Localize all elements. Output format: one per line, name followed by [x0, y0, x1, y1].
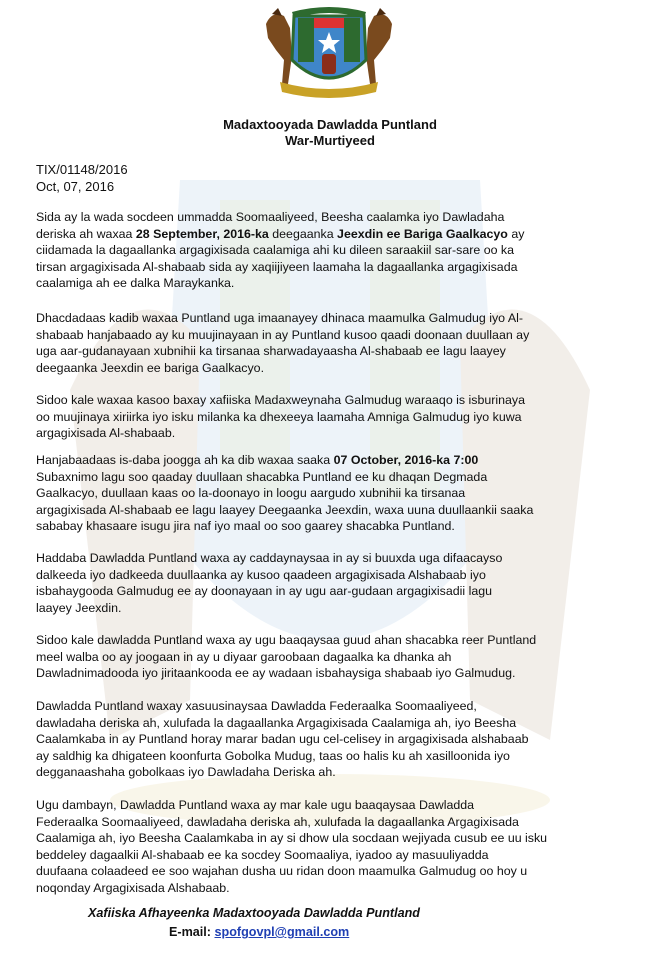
paragraph-line — [36, 226, 636, 243]
paragraph-line — [36, 649, 636, 666]
text-run: Dhacdadaas kadib waxaa Puntland uga imaanayey dhinaca maamulka Galmudug iyo Al- — [36, 311, 523, 325]
paragraph-line — [36, 259, 636, 276]
paragraph-line — [36, 452, 636, 469]
paragraph-line — [36, 731, 636, 748]
paragraph — [36, 392, 636, 442]
paragraph-line — [36, 632, 636, 649]
text-run: Subaxnimo lagu soo qaaday duullaan shacabka Puntland ee ku dhaqan Degmada — [36, 469, 488, 484]
email-link[interactable]: spofgovpl@gmail.com — [214, 925, 350, 939]
text-run: deegaanka Jeexdin ee bariga Gaalkacyo. — [36, 360, 265, 375]
text-run: uga aar-gudanayaan xubnihii ka tirsanaa sharwadayaasha Al-shabaab ee lagu laayey — [36, 344, 506, 358]
paragraph-line — [36, 502, 636, 519]
paragraph-line — [36, 209, 636, 226]
puntland-emblem — [258, 4, 400, 100]
paragraph-line — [36, 715, 636, 732]
paragraph-line — [36, 698, 636, 715]
paragraph-line — [36, 425, 636, 442]
bold-text: 07 October, 2016-ka 7:00 — [333, 453, 479, 467]
paragraph-line — [36, 469, 636, 486]
paragraph — [36, 550, 636, 616]
text-run: tirsan argagixisada Al-shabaab sida ay xaqiijiyeen laamaha la dagaallanka argagixisada — [36, 259, 518, 274]
reference-number: TIX/01148/2016 — [36, 162, 128, 177]
paragraph-line — [36, 814, 636, 831]
email-label: E-mail: — [169, 925, 215, 939]
paragraph — [36, 310, 636, 376]
office-title: Madaxtooyada Dawladda Puntland — [223, 117, 437, 132]
text-run: Sida ay la wada socdeen ummadda Soomaaliyeed, Beesha caalamka iyo Dawladaha — [36, 210, 505, 224]
text-run: Ugu dambayn, Dawladda Puntland waxa ay mar kale ugu baaqaysaa Dawladda — [36, 798, 475, 812]
document-date: Oct, 07, 2016 — [36, 179, 115, 194]
text-run: deriska ah waxaa — [36, 226, 136, 241]
paragraph-line — [36, 583, 636, 600]
paragraph-line — [36, 830, 636, 847]
text-run: Haddaba Dawladda Puntland waxa ay caddaynaysaa in ay si buuxda uga difaacayso — [36, 551, 503, 565]
text-run: Dawladda Puntland waxay xasuusinaysaa Dawladda Federaalka Soomaaliyeed, — [36, 699, 477, 713]
text-run: beddeley dagaalkii Al-shabaab ee ka socdey Soomaaliya, iyadoo ay masuuliyadda — [36, 847, 489, 862]
text-run: Caalamkaba in ay Puntland horay marar badan ugu cel-celisey in argagixisada alshabaab — [36, 732, 529, 746]
paragraph-line — [36, 764, 636, 781]
text-run: ay saldhig ka dhigateen koonfurta Gobolka Mudug, taas oo halis ku ah xasilloonida iyo — [36, 748, 510, 763]
text-run: Hanjabaadaas is-daba joogga ah ka dib waxaa saaka — [36, 453, 334, 467]
paragraph — [36, 209, 636, 292]
text-run: Sidoo kale dawladda Puntland waxa ay ugu baaqaysaa guud ahan shacabka reer Puntland — [36, 633, 537, 647]
text-run: deegaanka — [268, 226, 338, 241]
text-run: laayey Jeexdin. — [36, 600, 122, 615]
text-run: Federaalka Soomaaliyeed, dawladaha deriska ah, xulufada la dagaallanka Argagixisada — [36, 814, 519, 829]
paragraph-line — [36, 485, 636, 502]
paragraph-line — [36, 310, 636, 327]
paragraph-line — [36, 518, 636, 535]
bold-text: 28 September, 2016-ka — [135, 226, 269, 241]
paragraph-line — [36, 242, 636, 259]
text-run: oo muujinaya xiriirka iyo isku milanka ka dhexeeya laamaha Amniga Galmudug iyo kuwa — [36, 409, 522, 424]
text-run: ciidamada la dagaallanka argagixisada caalamiga ahi ku dileen saraakiil sar-sare oo ka — [36, 243, 515, 257]
text-run: dawladaha deriska ah, xulufada la dagaallanka Argagixisada Caalamiga ah, iyo Beesha — [36, 715, 517, 730]
text-run: duufaana colaadeed ee soo wajahan dusha uu ridan doon maamulka Galmudug oo hoy u — [36, 864, 528, 878]
paragraph-line — [36, 409, 636, 426]
paragraph-line — [36, 880, 636, 897]
text-run: sababay khasaare isugu jira naf iyo maal oo soo gaarey shacabka Puntland. — [36, 519, 455, 533]
paragraph-line — [36, 567, 636, 584]
paragraph-line — [36, 327, 636, 344]
paragraph-line — [36, 360, 636, 377]
paragraph-line — [36, 797, 636, 814]
paragraph-line — [36, 665, 636, 682]
text-run: Dawladnimadooda iyo jiritaankooda ee ay wadaan isbahaysiga shabaab iyo Galmudug. — [36, 666, 516, 680]
issuing-office: Xafiiska Afhayeenka Madaxtooyada Dawladda Puntland — [88, 906, 420, 920]
text-run: degganaashaha gobolkaas iyo Dawladaha Deriska ah. — [36, 765, 336, 779]
paragraph-line — [36, 343, 636, 360]
paragraph — [36, 698, 636, 781]
paragraph-line — [36, 275, 636, 292]
text-run: caalamiga ah ee dalka Maraykanka. — [36, 276, 235, 290]
paragraph-line — [36, 550, 636, 567]
paragraph-line — [36, 600, 636, 617]
paragraph-line — [36, 847, 636, 864]
paragraph-line — [36, 392, 636, 409]
contact-email-line — [169, 925, 349, 939]
text-run: Sidoo kale waxaa kasoo baxay xafiiska Madaxweynaha Galmudug waraaqo is isburinaya — [36, 393, 526, 407]
text-run: ay — [507, 226, 525, 241]
paragraph — [36, 632, 636, 682]
paragraph-line — [36, 748, 636, 765]
paragraph — [36, 797, 636, 896]
paragraph — [36, 452, 636, 535]
paragraph-line — [36, 863, 636, 880]
document-type-title: War-Murtiyeed — [285, 133, 375, 148]
bold-text: Jeexdin ee Bariga Gaalkacyo — [337, 226, 508, 241]
text-run: noqonday Argagixisada Alshabaab. — [36, 880, 230, 895]
text-run: argagixisada Al-shabaab. — [36, 426, 176, 440]
text-run: argagixisada Al-shabaab ee lagu laayey Deegaanka Jeexdin, waxa uuna duullaankii saaka — [36, 502, 534, 517]
text-run: dalkeeda iyo dadkeeda duullaanka ay kusoo qaadeen argagixisada Alshabaab iyo — [36, 567, 486, 582]
text-run: isbahaygooda Galmudug ee ay doonayaan in ay ugu aar-gudaan argagixisadii lagu — [36, 584, 493, 598]
text-run: Caalamiga ah, iyo Beesha Caalamkaba in ay si dhow ula socdaan wejiyada cusub ee uu isku — [36, 831, 548, 845]
text-run: meel walba oo ay joogaan in ay u diyaar garoobaan dagaalka ka dhanka ah — [36, 649, 452, 664]
text-run: Gaalkacyo, duullaan kaas oo la-doonayo in loogu aargudo xubnihii ka tirsanaa — [36, 486, 466, 500]
text-run: shabaab hanjabaado ay ku muujinayaan in ay Puntland kusoo qaadi doonaan duullaan ay — [36, 327, 530, 342]
